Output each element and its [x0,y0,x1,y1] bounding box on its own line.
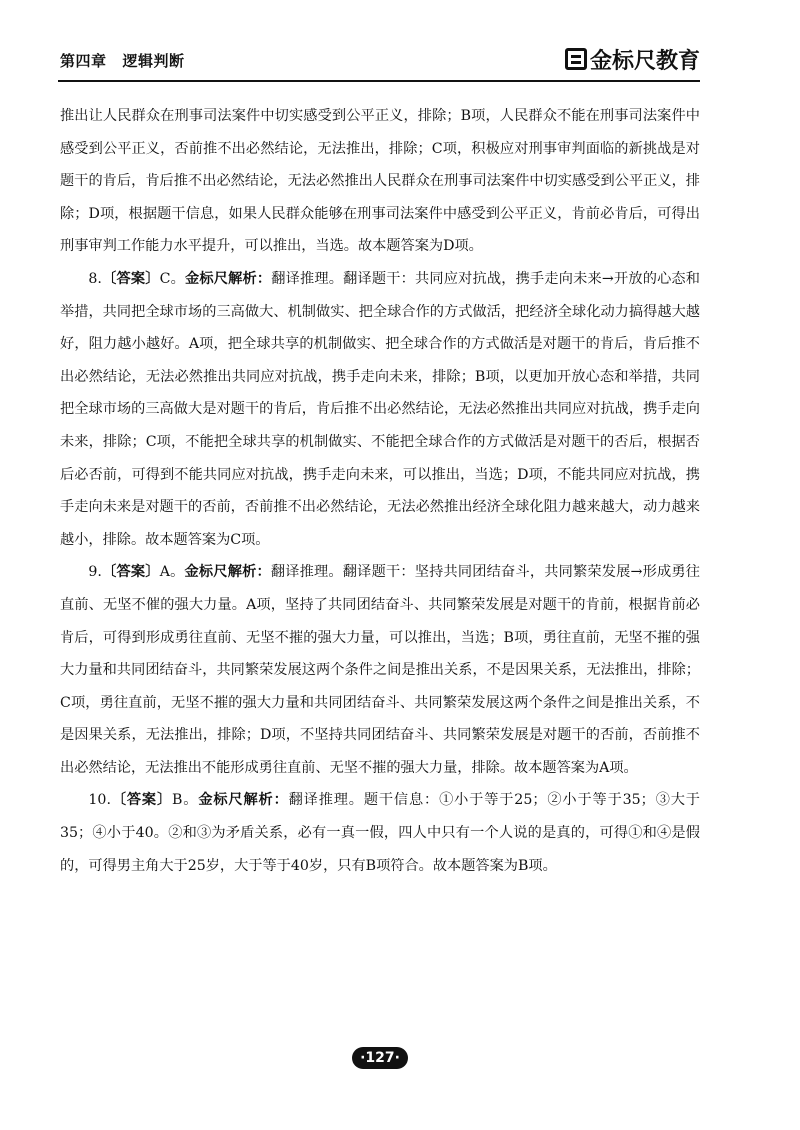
brand-logo-icon [565,48,587,70]
answer-label: 〔答案〕 [101,564,160,581]
answer-value: C。 [159,270,186,287]
question-number: 8. [88,270,102,287]
page-body [60,100,700,882]
analysis-label: 金标尺解析： [198,792,289,809]
brand-name: 金标尺教育 [589,48,700,74]
paragraph-text: 推出让人民群众在刑事司法案件中切实感受到公平正义，排除；B项，人民群众不能在刑事司法案件中感受到公平正义，否前推不出必然结论，无法推出，排除；C项，积极应对刑事审判面临的新挑战是对题干的肯后，肯后推不出必然结论，无法必然推出人民群众在刑事司法案件中切实感受到公平正义，排除；D项，根据题干信息，如果人民群众能够在刑事司法案件中感受到公平正义，肯前必肯后，可得出刑事审判工作能力水平提升，可以推出，当选。故本题答案为D项。 [60,108,700,255]
page-number: ·127· [352,1047,408,1069]
question-number: 10. [88,792,111,809]
analysis-label: 金标尺解析： [185,270,272,287]
paragraph-text: 翻译推理。翻译题干：共同应对抗战，携手走向未来→开放的心态和举措，共同把全球市场的三高做大、机制做实、把全球合作的方式做活，把经济全球化动力搞得越大越好，阻力越小越好。A项，把全球共享的机制做实、把全球合作的方式做活是对题干的肯后，肯后推不出必然结论，无法必然推出共同应对抗战，携手走向未来，排除；B项，以更加开放心态和举措，共同把全球市场的三高做大是对题干的肯后，肯后推不出必然结论，无法必然推出共同应对抗战，携手走向未来，排除；C项，不能把全球共享的机制做实、不能把全球合作的方式做活是对题干的否后，根据否后必否前，可得到不能共同应对抗战，携手走向未来，可以推出，当选；D项，不能共同应对抗战，携手走向未来是对题干的否前，否前推不出必然结论，无法必然推出经济全球化阻力越来越大，动力越来越小，排除。故本题答案为C项。 [60,270,700,548]
answer-label: 〔答案〕 [110,792,173,809]
header-divider [58,80,700,82]
answer-paragraph-8 [60,263,700,556]
answer-value: A。 [159,564,185,581]
section-title: 逻辑判断 [122,52,185,70]
answer-paragraph-9 [60,556,700,784]
question-number: 9. [88,564,102,581]
paragraph-text: 翻译推理。题干信息：①小于等于25；②小于等于35；③大于35；④小于40。②和③为矛盾关系，必有一真一假，四人中只有一个人说的是真的，可得①和④是假的，可得男主角大于25岁，大于等于40岁，只有B项符合。故本题答案为B项。 [60,792,700,874]
paragraph-text: 翻译推理。翻译题干：坚持共同团结奋斗，共同繁荣发展→形成勇往直前、无坚不催的强大力量。A项，坚持了共同团结奋斗、共同繁荣发展是对题干的肯前，根据肯前必肯后，可得到形成勇往直前、无坚不摧的强大力量，可以推出，当选；B项，勇往直前，无坚不摧的强大力量和共同团结奋斗，共同繁荣发展这两个条件之间是推出关系，不是因果关系，无法推出，排除；C项，勇往直前，无坚不摧的强大力量和共同团结奋斗、共同繁荣发展这两个条件之间是推出关系，不是因果关系，无法推出，排除；D项，不坚持共同团结奋斗、共同繁荣发展是对题干的否前，否前推不出必然结论，无法推出不能形成勇往直前、无坚不摧的强大力量，排除。故本题答案为A项。 [60,564,700,776]
chapter-title [60,50,185,71]
chapter-number: 第四章 [60,52,107,70]
answer-paragraph-10 [60,784,700,882]
page-header [60,42,700,78]
analysis-label: 金标尺解析： [184,564,271,581]
brand-logo-group [565,44,700,74]
answer-value: B。 [172,792,199,809]
paragraph-continuation [60,100,700,263]
answer-label: 〔答案〕 [101,270,160,287]
